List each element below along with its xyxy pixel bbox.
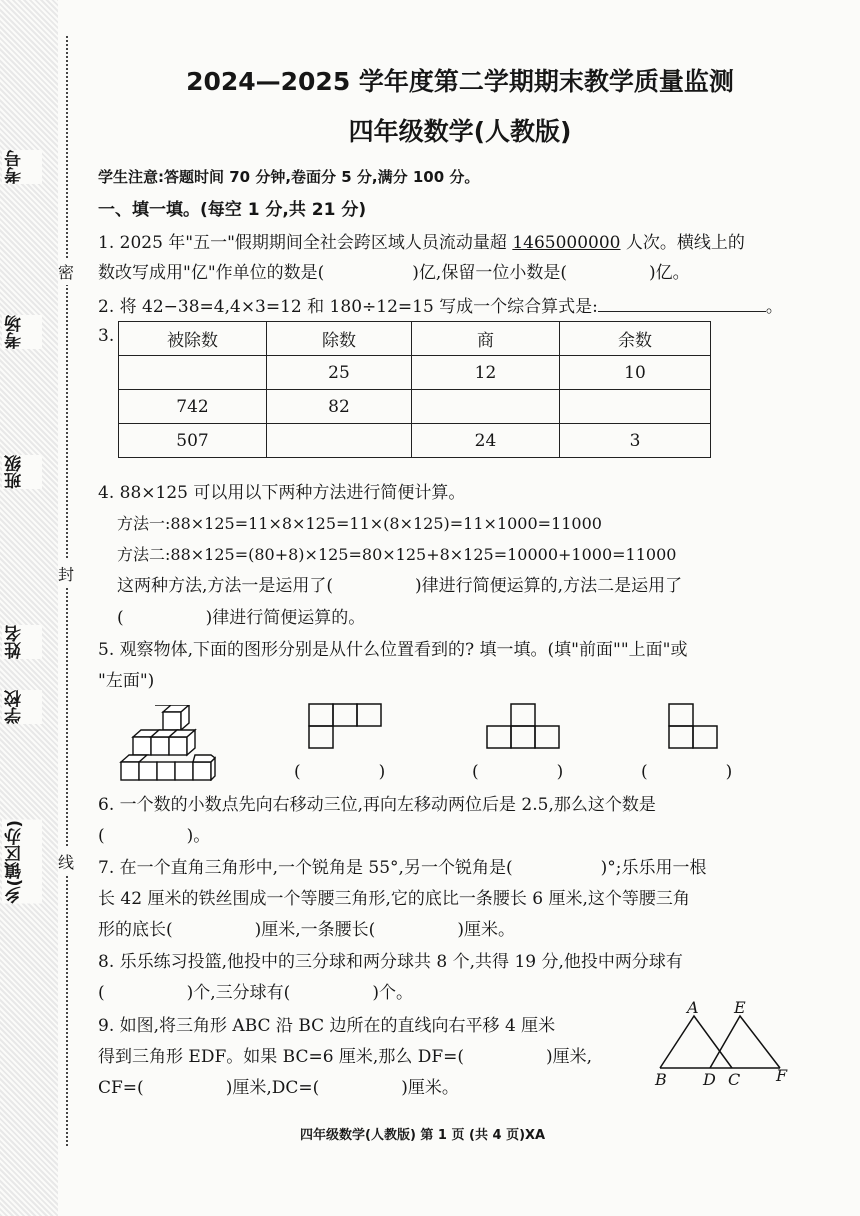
table-row <box>119 390 711 424</box>
table-cell[interactable] <box>412 390 560 424</box>
q7-text-c: 形的底长( <box>98 920 173 940</box>
question-6-line-1: 6. 一个数的小数点先向右移动三位,再向左移动两位后是 2.5,那么这个数是 <box>98 795 656 815</box>
student-notice: 学生注意:答题时间 70 分钟,卷面分 5 分,满分 100 分。 <box>98 168 480 186</box>
question-7-line-1 <box>98 860 706 877</box>
seal-char-feng: 封 <box>58 560 74 587</box>
header-quotient: 商 <box>412 322 560 356</box>
question-4-method-1: 方法一:88×125=11×8×125=11×(8×125)=11×1000=11000 <box>117 514 602 533</box>
q7-text-b: )°;乐乐用一根 <box>600 858 707 878</box>
binding-margin <box>0 0 58 1216</box>
table-cell[interactable] <box>560 390 711 424</box>
paren-open: ( <box>294 762 301 782</box>
q4-text-b: )律进行简便运算的,方法二是运用了 <box>415 576 683 596</box>
q9-text-d: )厘米,DC=( <box>225 1078 320 1098</box>
q2-period: 。 <box>765 297 783 317</box>
q5-answer-1[interactable] <box>294 764 385 781</box>
margin-label-exam-room: 考场 <box>2 315 42 349</box>
table-row <box>119 424 711 458</box>
q1-text-c: 数改写成用"亿"作单位的数是( <box>98 263 325 283</box>
q1-text-d: )亿,保留一位小数是( <box>412 263 567 283</box>
q3-number: 3. <box>98 326 115 346</box>
table-cell: 10 <box>560 356 711 390</box>
label-C: C <box>728 1070 741 1089</box>
q2-text: 2. 将 42−38=4,4×3=12 和 180÷12=15 写成一个综合算式是: <box>98 297 598 317</box>
table-header-row <box>119 322 711 356</box>
q7-text-a: 7. 在一个直角三角形中,一个锐角是 55°,另一个锐角是( <box>98 858 513 878</box>
margin-label-township: 乡(镇区办) <box>2 820 42 904</box>
q5-answer-3[interactable] <box>641 764 732 781</box>
margin-label-name: 姓名 <box>2 625 42 659</box>
question-2 <box>98 297 783 316</box>
view-shape-2-icon <box>486 703 562 749</box>
question-8-line-1: 8. 乐乐练习投篮,他投中的三分球和两分球共 8 个,共得 19 分,他投中两分球有 <box>98 952 683 972</box>
question-9-line-2 <box>98 1049 592 1066</box>
q4-text-d: )律进行简便运算的。 <box>205 608 366 628</box>
paren-close: ) <box>378 762 386 782</box>
exam-title: 2024—2025 学年度第二学期期末教学质量监测 <box>186 67 734 96</box>
margin-label-class: 班级 <box>2 455 42 489</box>
header-remainder: 余数 <box>560 322 711 356</box>
table-cell[interactable] <box>267 424 412 458</box>
seal-dotted-line <box>66 36 68 1146</box>
q3-division-table <box>118 321 711 458</box>
view-shape-1-icon <box>308 703 384 749</box>
header-divisor: 除数 <box>267 322 412 356</box>
question-5-line-1: 5. 观察物体,下面的图形分别是从什么位置看到的? 填一填。(填"前面""上面"或 <box>98 640 688 660</box>
q4-text-a: 这两种方法,方法一是运用了( <box>117 576 334 596</box>
q1-underlined-number: 1465000000 <box>512 233 621 253</box>
q9-text-c: CF=( <box>98 1078 144 1098</box>
question-9-line-3 <box>98 1080 459 1097</box>
q5-answer-2[interactable] <box>472 764 563 781</box>
table-cell: 12 <box>412 356 560 390</box>
table-cell: 3 <box>560 424 711 458</box>
question-6-line-2 <box>98 828 210 845</box>
q7-text-e: )厘米。 <box>457 920 515 940</box>
cube-stack-icon <box>115 705 219 781</box>
q4-text-c: ( <box>117 608 124 628</box>
q7-text-d: )厘米,一条腰长( <box>254 920 376 940</box>
label-E: E <box>734 998 746 1017</box>
seal-char-xian: 线 <box>58 848 74 875</box>
label-D: D <box>703 1070 716 1089</box>
table-cell: 82 <box>267 390 412 424</box>
question-8-line-2 <box>98 985 413 1002</box>
question-1-line-1 <box>98 235 745 252</box>
table-cell: 24 <box>412 424 560 458</box>
q8-paren-open: ( <box>98 983 105 1003</box>
label-B: B <box>655 1070 667 1089</box>
question-4-line-1: 4. 88×125 可以用以下两种方法进行简便计算。 <box>98 483 466 503</box>
margin-label-school: 学校 <box>2 690 42 724</box>
q9-text-b: )厘米, <box>546 1047 593 1067</box>
question-5-line-2: "左面") <box>98 671 155 691</box>
question-9-line-1: 9. 如图,将三角形 ABC 沿 BC 边所在的直线向右平移 4 厘米 <box>98 1016 556 1036</box>
question-7-line-3 <box>98 922 515 939</box>
question-7-line-2: 长 42 厘米的铁丝围成一个等腰三角形,它的底比一条腰长 6 厘米,这个等腰三角 <box>98 889 690 909</box>
q6-paren-close: )。 <box>186 826 211 846</box>
q9-text-e: )厘米。 <box>401 1078 459 1098</box>
margin-label-exam-number: 考号 <box>2 150 42 184</box>
table-cell[interactable] <box>119 356 267 390</box>
question-4-line-5 <box>117 610 365 627</box>
label-A: A <box>687 998 699 1017</box>
q6-paren-open: ( <box>98 826 105 846</box>
header-dividend: 被除数 <box>119 322 267 356</box>
label-F: F <box>776 1066 788 1085</box>
q8-text: )个,三分球有( <box>186 983 291 1003</box>
view-shape-3-icon <box>668 703 720 749</box>
q2-answer-line[interactable] <box>598 297 766 312</box>
q1-text-e: )亿。 <box>648 263 690 283</box>
paren-close: ) <box>556 762 564 782</box>
q9-text-a: 得到三角形 EDF。如果 BC=6 厘米,那么 DF=( <box>98 1047 465 1067</box>
question-4-line-4 <box>117 578 682 595</box>
paren-open: ( <box>641 762 648 782</box>
paren-open: ( <box>472 762 479 782</box>
paren-close: ) <box>725 762 733 782</box>
q8-text-end: )个。 <box>372 983 413 1003</box>
table-cell: 742 <box>119 390 267 424</box>
section-1-heading: 一、填一填。(每空 1 分,共 21 分) <box>98 200 367 220</box>
table-cell: 25 <box>267 356 412 390</box>
page-footer: 四年级数学(人教版) 第 1 页 (共 4 页)XA <box>300 1128 546 1143</box>
q1-text-a: 1. 2025 年"五一"假期期间全社会跨区域人员流动量超 <box>98 233 513 253</box>
table-row <box>119 356 711 390</box>
table-cell: 507 <box>119 424 267 458</box>
seal-char-mi: 密 <box>58 258 74 285</box>
exam-subtitle: 四年级数学(人教版) <box>348 117 572 146</box>
q1-text-b: 人次。横线上的 <box>620 233 745 253</box>
question-1-line-2 <box>98 265 690 282</box>
question-4-method-2: 方法二:88×125=(80+8)×125=80×125+8×125=10000+1000=11000 <box>117 545 677 564</box>
